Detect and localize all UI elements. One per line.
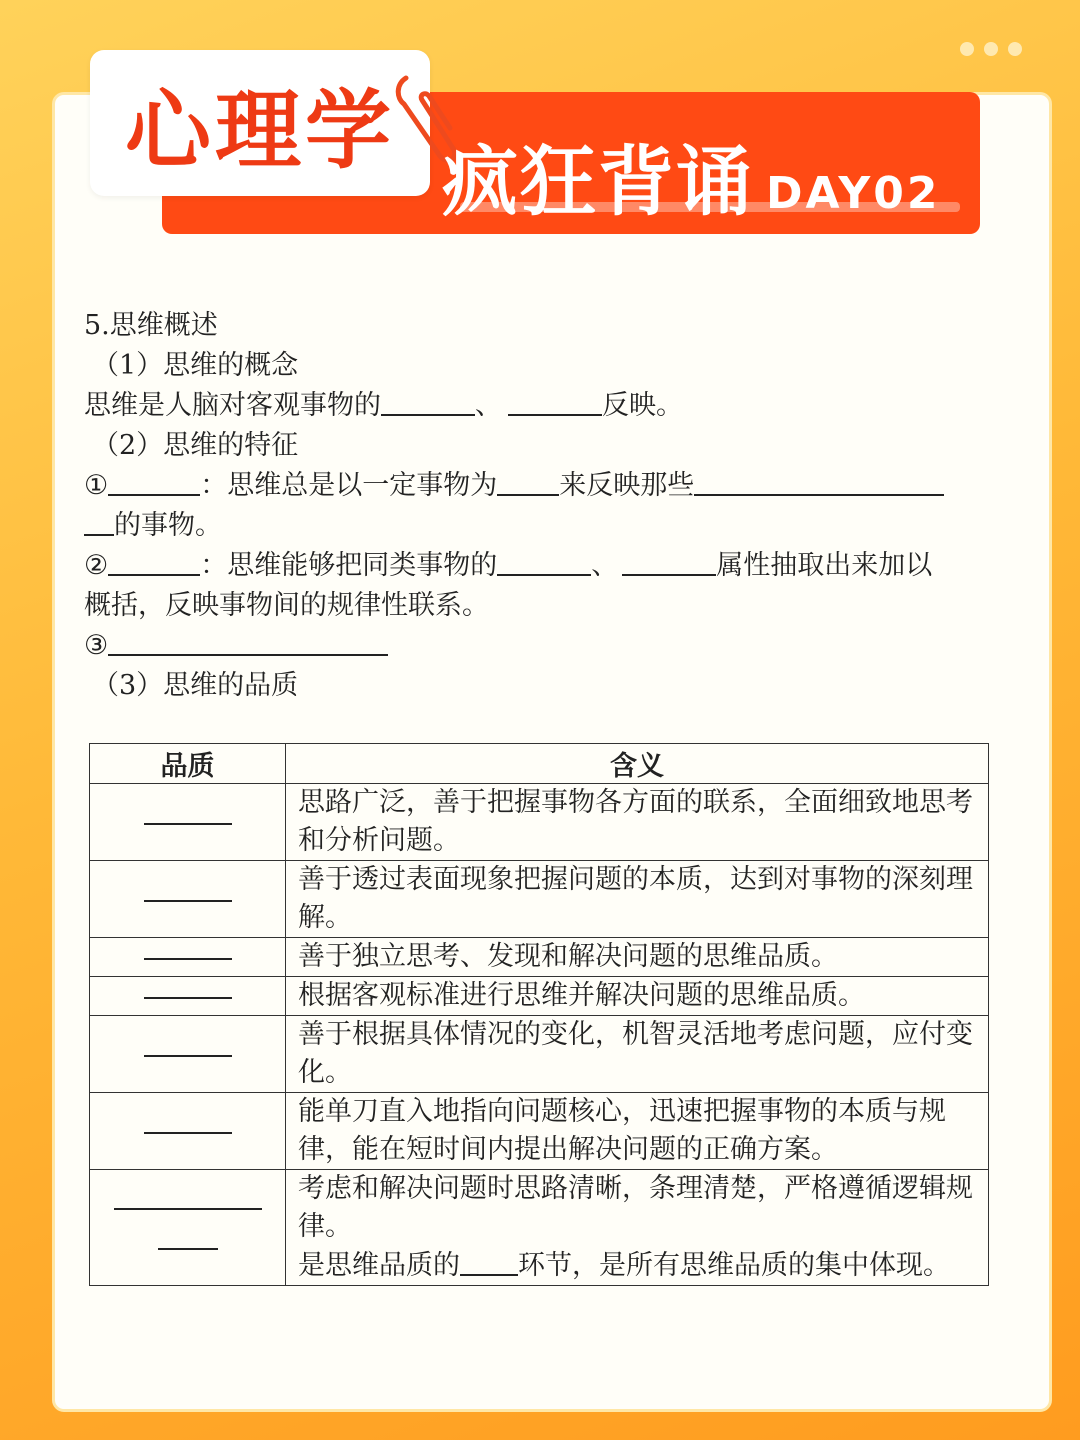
fill-blank [144,821,232,825]
fill-blank [144,1053,232,1057]
feature-2-text-b: 属性抽取出来加以 [716,550,933,581]
title-banner [90,50,990,240]
meaning-text-2 [298,1246,976,1285]
meaning-text: 考虑和解决问题时思路清晰，条理清楚，严格遵循逻辑规律。 [298,1173,973,1242]
meaning-cell: 善于根据具体情况的变化，机智灵活地考虑问题，应付变化。 [286,1016,989,1093]
table-header-row [90,744,989,784]
feature-2-number: ② [84,550,109,581]
concept-separator: 、 [475,390,502,421]
feature-1-number: ① [84,470,109,501]
fill-blank [694,466,944,496]
concept-text-a: 思维是人脑对客观事物的 [84,390,381,421]
feature-3 [84,626,1004,666]
column-header-meaning: 含义 [286,744,989,784]
subheading-qualities: （3）思维的品质 [92,670,299,701]
concept-text-b: 反映。 [602,390,683,421]
quality-blank-cell [90,861,286,938]
meaning-cell: 善于透过表面现象把握问题的本质，达到对事物的深刻理解。 [286,861,989,938]
meaning-text-2a: 是思维品质的 [298,1250,460,1281]
section-heading: 5.思维概述 [84,310,218,341]
feature-3-number: ③ [84,630,109,661]
table-row [90,977,989,1016]
feature-1-text-a: ：思维总是以一定事物为 [200,470,498,501]
concept-line [84,386,1004,426]
fill-blank [144,995,232,999]
column-header-quality: 品质 [90,744,286,784]
fill-blank [144,1130,232,1134]
fill-blank [108,546,200,576]
quality-blank-cell [90,1016,286,1093]
fill-blank [108,466,200,496]
fill-blank [508,386,602,416]
feature-1-cont [84,506,1004,546]
fill-blank [114,1206,262,1210]
meaning-text-2b: 环节，是所有思维品质的集中体现。 [518,1250,950,1281]
title-main: 心理学 [125,81,395,181]
fill-blank [497,466,559,496]
table-row [90,784,989,861]
feature-2-separator: 、 [591,550,619,581]
table-row [90,1170,989,1286]
title-subtitle: 疯狂背诵 [442,137,754,226]
table-row [90,861,989,938]
qualities-table [89,743,989,1286]
meaning-cell: 善于独立思考、发现和解决问题的思维品质。 [286,938,989,977]
table-row [90,1093,989,1170]
title-sub-group [442,110,941,226]
day-label: DAY02 [766,168,941,219]
quality-blank-cell [90,938,286,977]
fill-blank [381,386,475,416]
fill-blank [158,1246,218,1250]
feature-2-cont: 概括，反映事物间的规律性联系。 [84,590,489,621]
subheading-features: （2）思维的特征 [92,430,299,461]
meaning-cell: 根据客观标准进行思维并解决问题的思维品质。 [286,977,989,1016]
fill-blank [460,1246,518,1276]
subheading-concept: （1）思维的概念 [92,350,299,381]
meaning-cell: 思路广泛，善于把握事物各方面的联系，全面细致地思考和分析问题。 [286,784,989,861]
meaning-cell: 能单刀直入地指向问题核心，迅速把握事物的本质与规律，能在短时间内提出解决问题的正确方案。 [286,1093,989,1170]
quality-blank-cell [90,1093,286,1170]
table-row [90,1016,989,1093]
feature-1-text-c: 的事物。 [114,510,222,541]
quality-blank-cell [90,977,286,1016]
feature-2-text-a: ：思维能够把同类事物的 [200,550,498,581]
fill-blank [622,546,716,576]
meaning-cell [286,1170,989,1286]
feature-1 [84,466,1004,506]
quality-blank-stack [90,1206,285,1250]
notes-section [84,306,1004,706]
fill-blank [108,626,388,656]
fill-blank [84,506,114,536]
fill-blank [144,956,232,960]
fill-blank [144,898,232,902]
feature-1-text-b: 来反映那些 [559,470,695,501]
quality-blank-cell [90,1170,286,1286]
title-white-block [90,50,430,196]
feature-2 [84,546,1004,586]
table-row [90,938,989,977]
fill-blank [497,546,591,576]
quality-blank-cell [90,784,286,861]
